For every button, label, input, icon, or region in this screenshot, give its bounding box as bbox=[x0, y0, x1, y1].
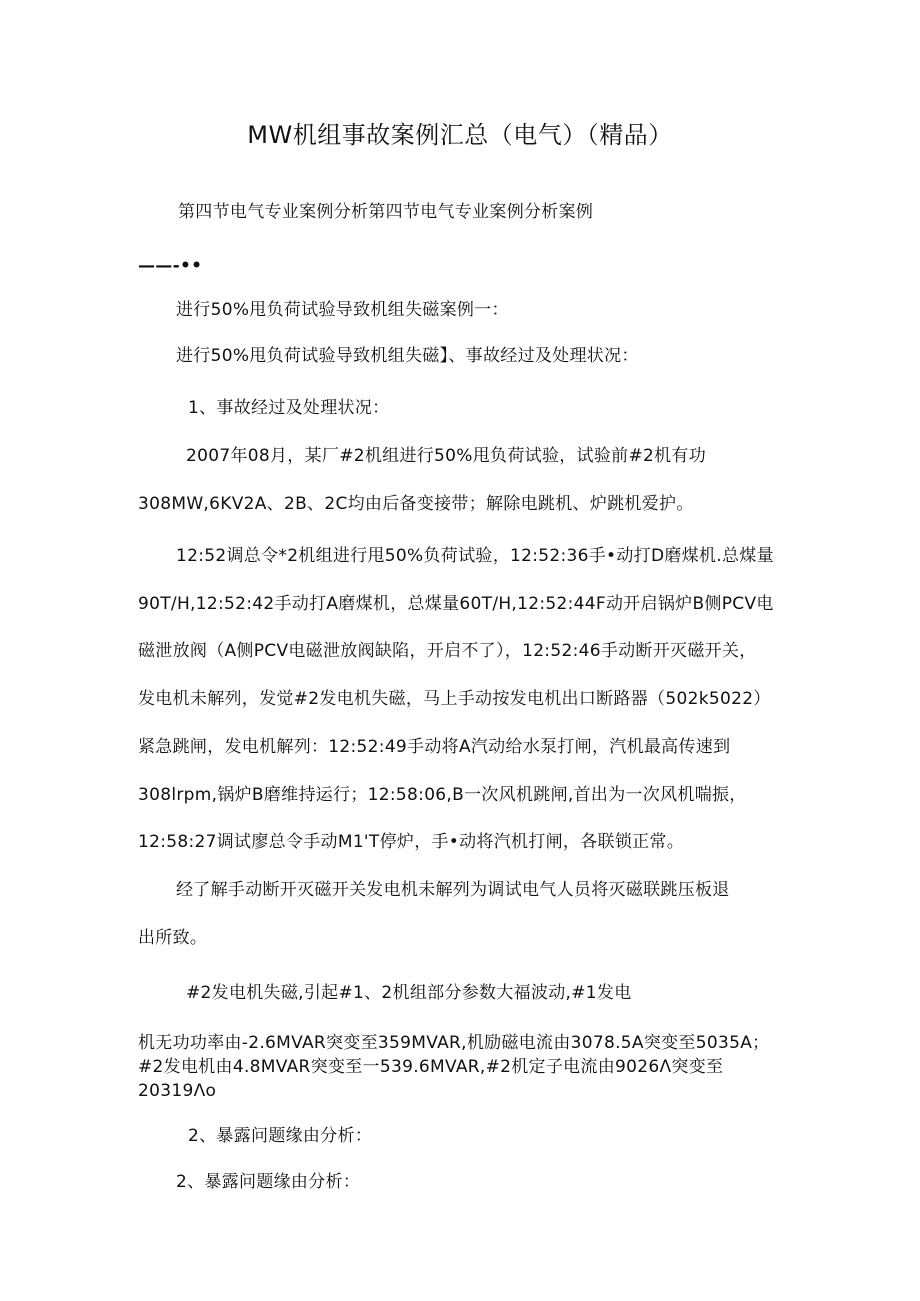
paragraph-2-line: 90T/H,12:52:42手动打A磨煤机，总煤量60T/H,12:52:44F动开启锅炉B侧PCV电 bbox=[138, 594, 774, 614]
section-2-heading: 2、暴露问题缘由分析： bbox=[188, 1126, 373, 1146]
paragraph-4-line: 20319Λo bbox=[138, 1081, 217, 1101]
paragraph-2-line: 12:52调总令*2机组进行甩50%负荷试验，12:52:36手•动打D磨煤机.总煤量 bbox=[176, 546, 774, 566]
paragraph-2-line: 308lrpm,锅炉B磨维持运行；12:58:06,B一次风机跳闸,首出为一次风机喘振， bbox=[138, 785, 747, 805]
paragraph-2-line: 12:58:27调试廖总令手动M1'T停炉，手•动将汽机打闸，各联锁正常。 bbox=[138, 832, 685, 852]
section-1-heading: 1、事故经过及处理状况： bbox=[188, 398, 390, 418]
paragraph-3-line: 出所致。 bbox=[138, 928, 208, 948]
paragraph-1-line: 2007年08月，某厂#2机组进行50%甩负荷试验，试验前#2机有功 bbox=[186, 446, 706, 466]
paragraph-4-line: #2发电机失磁,引起#1、2机组部分参数大福波动,#1发电 bbox=[186, 983, 632, 1003]
section-2-heading-repeat: 2、暴露问题缘由分析： bbox=[176, 1172, 361, 1192]
paragraph-3-line: 经了解手动断开灭磁开关发电机未解列为调试电气人员将灭磁联跳压板退 bbox=[176, 880, 730, 900]
paragraph-1-line: 308MW,6KV2A、2B、2C均由后备变接带；解除电跳机、炉跳机爱护。 bbox=[138, 494, 694, 514]
document-title: MW机组事故案例汇总（电气）（精品） bbox=[247, 121, 673, 149]
paragraph-4-line: 机无功功率由-2.6MVAR突变至359MVAR,机励磁电流由3078.5A突变至5035A； bbox=[138, 1033, 770, 1053]
case-heading: 进行50%甩负荷试验导致机组失磁案例一： bbox=[176, 300, 509, 320]
separator-line: ——-•• bbox=[138, 256, 203, 276]
case-subheading: 进行50%甩负荷试验导致机组失磁】、事故经过及处理状况： bbox=[176, 346, 639, 366]
paragraph-2-line: 紧急跳闸，发电机解列：12:52:49手动将A汽动给水泵打闸，汽机最高传速到 bbox=[138, 737, 731, 757]
section-subtitle: 第四节电气专业案例分析第四节电气专业案例分析案例 bbox=[178, 202, 594, 222]
paragraph-2-line: 磁泄放阀（A侧PCV电磁泄放阀缺陷，开启不了），12:52:46手动断开灭磁开关， bbox=[138, 641, 757, 661]
paragraph-4-line: #2发电机由4.8MVAR突变至一539.6MVAR,#2机定子电流由9026Λ突变至 bbox=[138, 1057, 724, 1077]
paragraph-2-line: 发电机未解列，发觉#2发电机失磁，马上手动按发电机出口断路器（502k5022） bbox=[138, 689, 771, 709]
